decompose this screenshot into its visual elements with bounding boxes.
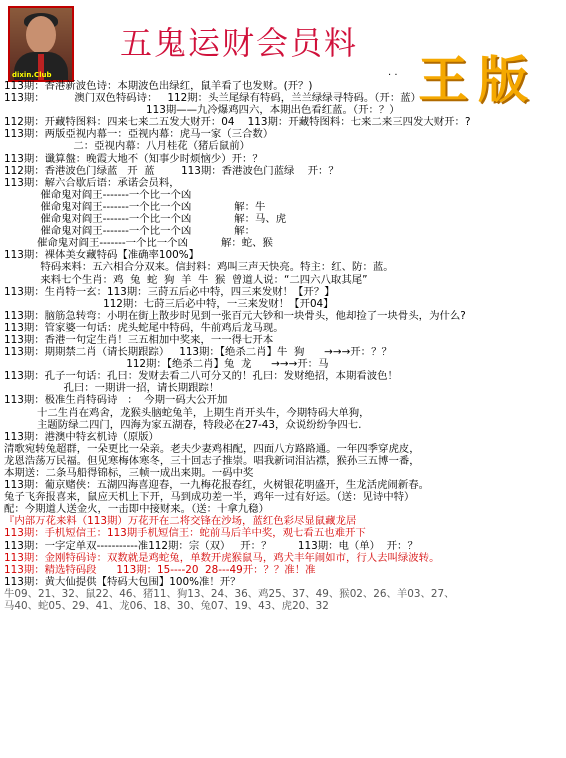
content-line: 113期：脑筋急转弯：小明在街上散步时见到一张百元大钞和一块骨头，他却捡了一块骨头，为什么? — [4, 309, 466, 322]
content-line: 113期：极准生肖特码诗 ： 今期一码大公开加 — [4, 394, 228, 407]
content-line: 113期：生肖特一玄：113期：三莳五后必中特，四三来发财！【开？】 — [4, 285, 335, 298]
content-line: 113期：港澳中特玄机诗（原版） — [4, 430, 159, 443]
content-lines — [4, 80, 564, 612]
content-line: 113期：金刚特码诗：双数就是鸡蛇兔，单数开虎猴鼠马，鸡犬丰年闹如市，行人去叫绿波转。 — [4, 551, 440, 564]
edition-badge: 王版 — [418, 51, 538, 109]
page-title: 五鬼运财会员料 — [120, 24, 359, 62]
content-line: 113期：两版亞视内幕一：亞视内幕：虎马一家（三合数） — [4, 128, 274, 141]
content-line: 113期——九冷爆鸡四六，本期出色看红蓝。（开：？） — [4, 104, 400, 117]
content-line: 113期：香港一句定生肖！三五相加中奖来，一一得七开本 — [4, 333, 274, 346]
content-line: 催命鬼对阎王-------一个比一个凶 解：蛇、猴 — [4, 237, 273, 250]
content-line: 本期送：二条马船得锦标，三帧一成出来期。一码中奖 — [4, 467, 254, 479]
content-line: 113期：葡京赌侠：五湖四海喜迎春，一九梅花报春红，火树银花明盛开，生龙活虎闹新春。 — [4, 479, 430, 492]
content-line: 『内部万花来料（113期）万花开在二将交锋在沙场，蓝红色彩尽显鼠藏龙居 — [4, 515, 357, 528]
content-line: 113期：精选特码段 113期：15----20 28---49开：？？准！准 — [4, 563, 316, 576]
content-line: 113期：管家婆一句话：虎头蛇尾中特码，牛前鸡后龙马现。 — [4, 321, 284, 334]
content-line: 催命鬼对阎王-------一个比一个凶 解： — [4, 225, 255, 238]
content-line: 112期：香港波色门绿蓝 开 蓝 113期：香港波色门蓝绿 开：？ — [4, 164, 339, 177]
content-line: 清歌宛转兔超群，一朵更比一朵亲。老夫少妻鸡相配，四面八方路路通。一年四季穿虎皮， — [4, 442, 420, 455]
content-line: 兔子飞奔报喜来，鼠应天机上下开，马到成功差一半，鸡年一过有好运。（送：见诗中特） — [4, 491, 415, 504]
content-line: 112期：七莳三后必中特，一三来发财！【开04】 — [4, 297, 334, 310]
content-line: 113期：黄大仙提供【特码大包围】100%准！开？ — [4, 575, 241, 588]
content-line: 主题防绿二四门，四海为家五湖春，特段必在27-43，众说纷纷争四七. — [4, 418, 362, 431]
content-line: 113期：一字定单双-----------准112期：宗（双） 开：？ 113期：电（单） 开：？ — [4, 539, 418, 552]
content-line: 二：亞视内幕：八月桂花（猪后鼠前） — [4, 140, 250, 153]
content-line: 113期：孔子一句话：孔曰：发财去看二八可分又的！孔曰：发财绝招，本期看波色！ — [4, 370, 398, 383]
content-line: 113期：手机短信王：113期手机短信王：蛇前马后羊中奖，观七看五也难开下 — [4, 527, 366, 540]
decorative-dots: · · — [388, 70, 398, 81]
content-line: 112期：开藏特图料：四来七来二五发大财开：04 113期：开藏特图料：七来二来三四发大财开：? — [4, 116, 471, 129]
content-line: 催命鬼对阎王-------一个比一个凶 解：牛 — [4, 200, 266, 213]
content-line: 配：今期道人送金火，一击即中接财来。（送：十拿九稳） — [4, 503, 269, 516]
photo-caption: dixin.Club — [12, 71, 52, 79]
content-line: 牛09、21、32、鼠22、46、猪11、狗13、24、36、鸡25、37、49、猴02、26、羊03、27、 — [4, 587, 455, 600]
content-line: 113期：谶算盤：晚霞大地不（知事少时烦恼少）开：？ — [4, 152, 263, 165]
content-line: 来料七个生肖：鸡 兔 蛇 狗 羊 牛 猴 曾道人说：“二四六八取其尾” — [4, 273, 368, 286]
content-line: 催命鬼对阎王-------一个比一个凶 解：马、虎 — [4, 213, 287, 226]
content-line: 马40、蛇05、29、41、龙06、18、30、兔07、19、43、虎20、32 — [4, 600, 329, 613]
content-line: 特码来料：五六相合分双来。信封料：鸡叫三声天快亮。特主：红、防：蓝。 — [4, 261, 394, 274]
content-line: 113期：裸体美女藏特码【准确率100%】 — [4, 249, 200, 262]
content-line: 112期：【绝杀二肖】兔 龙 →→→开：马 — [4, 358, 329, 371]
content-line: 113期： 澳门双色特码诗： 112期：头兰尾绿有特码，兰兰绿绿寻特码。（开：蓝） — [4, 92, 421, 105]
avatar-photo — [8, 6, 74, 82]
content-line: 113期：期期禁二肖（请长期跟踪） 113期：【绝杀二肖】牛 狗 →→→开：？？ — [4, 346, 392, 359]
content-line: 孔曰：一期讲一招，请长期跟踪！ — [4, 382, 220, 395]
content-line: 113期：解六合歇后语：承诺会员料， — [4, 176, 180, 189]
content-line: 催命鬼对阎王-------一个比一个凶 — [4, 188, 192, 201]
content-line: 龙恩浩荡万民福。但见寒梅体寒冬，三十回志子推崇。唱我新词泪沾襟，猴孙三五博一番， — [4, 454, 420, 467]
content-line: 113期：香港新波色诗：本期波色出绿红，鼠羊看了也发财。(开？) — [4, 80, 313, 92]
content-line: 十二生肖在鸡舍，龙猴头脑蛇兔羊，上期生肖开头牛，今期特码大单狗， — [4, 406, 370, 419]
